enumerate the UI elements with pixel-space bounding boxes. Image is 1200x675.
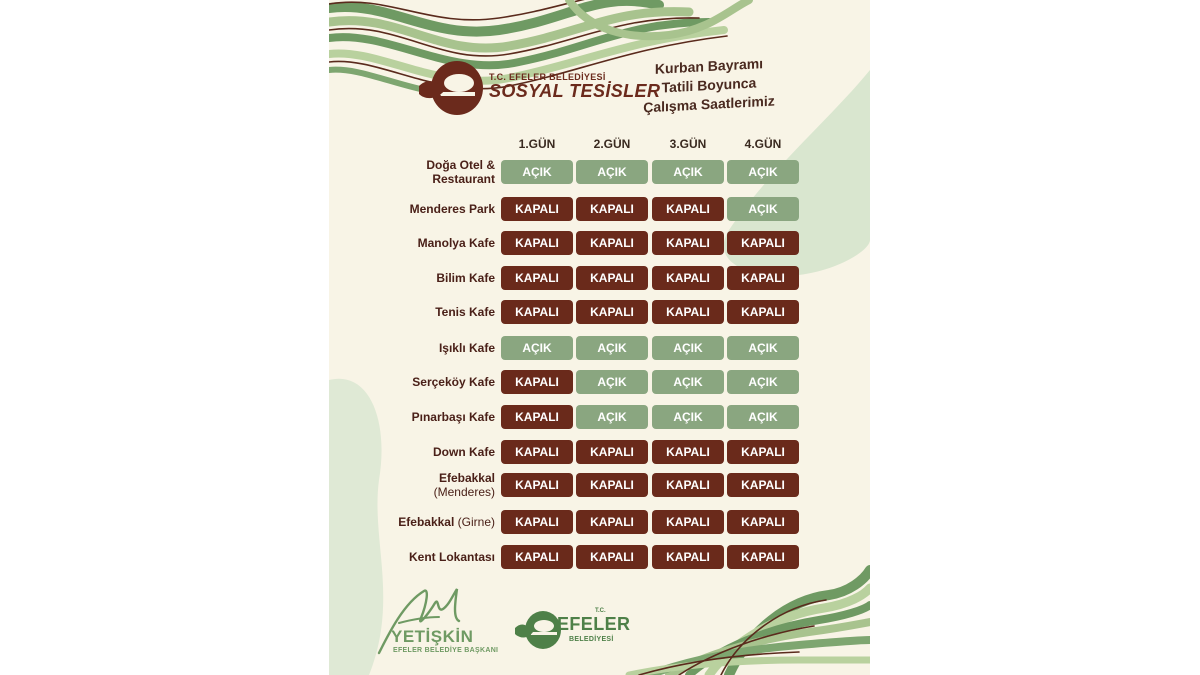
status-cell: KAPALI	[727, 473, 799, 497]
status-cell: AÇIK	[727, 405, 799, 429]
status-cell: KAPALI	[501, 197, 573, 221]
venue-label	[389, 445, 495, 459]
logo-brand-name: SOSYAL TESİSLER	[489, 81, 661, 101]
status-cell: KAPALI	[652, 440, 724, 464]
venue-name: Işıklı Kafe	[438, 341, 495, 355]
status-cell: AÇIK	[576, 370, 648, 394]
status-cell: KAPALI	[576, 197, 648, 221]
venue-name: Serçeköy Kafe	[412, 375, 495, 389]
efeler-belediyesi-logo	[513, 602, 643, 658]
venue-label	[389, 471, 495, 499]
venue-label	[389, 305, 495, 319]
status-cell: AÇIK	[576, 405, 648, 429]
headline-line-1: Kurban Bayramı	[654, 55, 764, 77]
status-cell: KAPALI	[652, 300, 724, 324]
efeler-e-logo-icon	[417, 56, 487, 120]
status-cell: KAPALI	[501, 266, 573, 290]
mayor-name: YETİŞKİN	[391, 627, 474, 646]
venue-label	[389, 236, 495, 250]
status-cell: KAPALI	[501, 440, 573, 464]
venue-name: Down Kafe	[432, 445, 495, 459]
venue-name: Bilim Kafe	[436, 271, 495, 285]
status-cell: KAPALI	[727, 545, 799, 569]
day-header-4: 4.GÜN	[744, 137, 782, 151]
venue-name: Pınarbaşı Kafe	[411, 410, 495, 424]
efeler-tc: T.C.	[595, 608, 606, 614]
poster	[329, 0, 870, 675]
venue-name: Kent Lokantası	[408, 550, 495, 564]
status-cell: KAPALI	[501, 405, 573, 429]
status-cell: KAPALI	[576, 300, 648, 324]
venue-name: Efebakkal	[398, 515, 455, 529]
status-cell: KAPALI	[576, 473, 648, 497]
venue-name: Manolya Kafe	[417, 236, 495, 250]
venue-label	[389, 550, 495, 564]
status-cell: AÇIK	[652, 405, 724, 429]
status-cell: KAPALI	[501, 300, 573, 324]
efeler-belediyesi: BELEDİYESİ	[569, 636, 614, 643]
status-cell: KAPALI	[576, 510, 648, 534]
venue-label	[389, 271, 495, 285]
status-cell: KAPALI	[576, 231, 648, 255]
status-cell: KAPALI	[501, 370, 573, 394]
efeler-e-icon	[513, 604, 563, 654]
status-cell: KAPALI	[727, 300, 799, 324]
status-cell: KAPALI	[652, 266, 724, 290]
status-cell: KAPALI	[501, 510, 573, 534]
status-cell: AÇIK	[727, 370, 799, 394]
status-cell: KAPALI	[501, 231, 573, 255]
venue-name: Efebakkal	[438, 471, 495, 485]
headline-line-2: Tatili Boyunca	[661, 74, 757, 96]
status-cell: KAPALI	[652, 545, 724, 569]
status-cell: AÇIK	[727, 197, 799, 221]
status-cell: AÇIK	[727, 160, 799, 184]
status-cell: KAPALI	[652, 510, 724, 534]
venue-label	[389, 375, 495, 389]
venue-name-line-2: Restaurant	[432, 172, 495, 186]
headline	[634, 53, 784, 118]
status-cell: AÇIK	[652, 160, 724, 184]
status-cell: AÇIK	[576, 160, 648, 184]
venue-name: Tenis Kafe	[435, 305, 495, 319]
day-header-1: 1.GÜN	[518, 137, 556, 151]
venue-label	[389, 202, 495, 216]
logo-tc-line: T.C. EFELER BELEDİYESİ	[489, 72, 606, 82]
venue-name-suffix: (Girne)	[457, 515, 495, 529]
efeler-name: EFELER	[557, 614, 631, 634]
mayor-title: EFELER BELEDİYE BAŞKANI	[393, 647, 499, 654]
status-cell: AÇIK	[652, 336, 724, 360]
day-header-2: 2.GÜN	[593, 137, 631, 151]
venue-name: Doğa Otel &	[426, 158, 495, 172]
status-cell: KAPALI	[652, 473, 724, 497]
sosyal-tesisler-logo	[417, 56, 661, 120]
status-cell: KAPALI	[727, 266, 799, 290]
status-cell: KAPALI	[501, 473, 573, 497]
headline-line-3: Çalışma Saatlerimiz	[643, 92, 775, 116]
status-cell: KAPALI	[501, 545, 573, 569]
status-cell: AÇIK	[501, 336, 573, 360]
venue-label	[389, 341, 495, 355]
day-header-3: 3.GÜN	[669, 137, 707, 151]
status-cell: AÇIK	[652, 370, 724, 394]
status-cell: KAPALI	[727, 440, 799, 464]
status-cell: AÇIK	[576, 336, 648, 360]
venue-label	[389, 410, 495, 424]
venue-name-line-2: (Menderes)	[433, 485, 495, 499]
status-cell: KAPALI	[576, 440, 648, 464]
venue-name: Menderes Park	[409, 202, 495, 216]
status-cell: AÇIK	[727, 336, 799, 360]
venue-label	[389, 515, 495, 529]
status-cell: KAPALI	[652, 197, 724, 221]
status-cell: KAPALI	[727, 231, 799, 255]
status-cell: KAPALI	[576, 545, 648, 569]
status-cell: KAPALI	[727, 510, 799, 534]
status-cell: KAPALI	[576, 266, 648, 290]
status-cell: KAPALI	[652, 231, 724, 255]
status-cell: AÇIK	[501, 160, 573, 184]
venue-label	[389, 158, 495, 186]
